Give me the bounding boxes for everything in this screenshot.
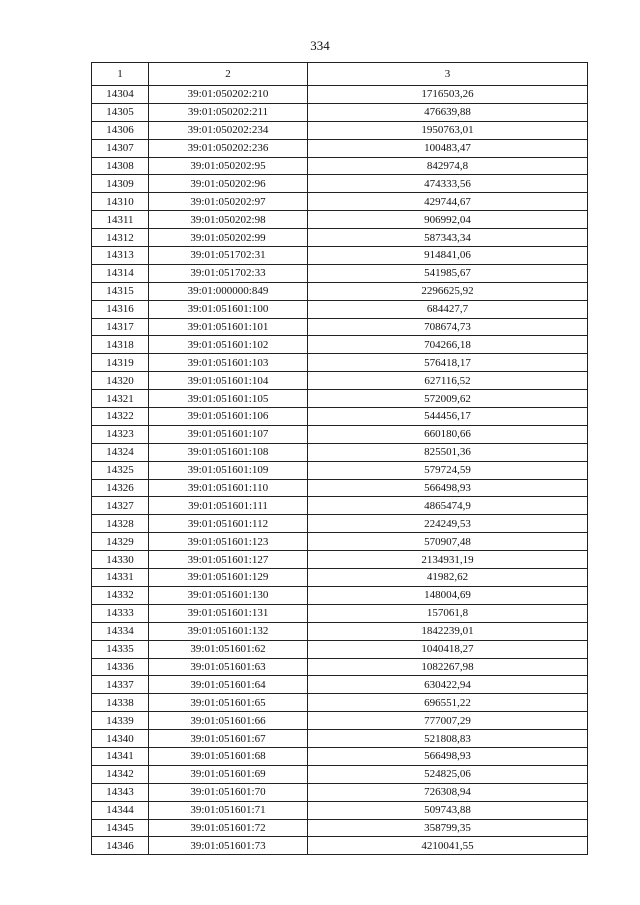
cadastral-value-cell: 157061,8 bbox=[308, 604, 588, 622]
cadastral-value-cell: 521808,83 bbox=[308, 730, 588, 748]
cadastral-number-cell: 39:01:050202:211 bbox=[149, 103, 308, 121]
cadastral-value-cell: 627116,52 bbox=[308, 372, 588, 390]
row-number-cell: 14327 bbox=[92, 497, 149, 515]
table-row bbox=[92, 747, 588, 765]
cadastral-number-cell: 39:01:050202:97 bbox=[149, 193, 308, 211]
cadastral-number-cell: 39:01:051601:123 bbox=[149, 533, 308, 551]
cadastral-value-cell: 842974,8 bbox=[308, 157, 588, 175]
cadastral-value-cell: 41982,62 bbox=[308, 569, 588, 587]
row-number-cell: 14304 bbox=[92, 86, 149, 104]
cadastral-value-cell: 630422,94 bbox=[308, 676, 588, 694]
table-row bbox=[92, 86, 588, 104]
table-row bbox=[92, 801, 588, 819]
row-number-cell: 14311 bbox=[92, 211, 149, 229]
cadastral-number-cell: 39:01:051601:105 bbox=[149, 390, 308, 408]
table-header bbox=[92, 63, 588, 86]
cadastral-number-cell: 39:01:051601:71 bbox=[149, 801, 308, 819]
table-row bbox=[92, 569, 588, 587]
table-row bbox=[92, 533, 588, 551]
row-number-cell: 14323 bbox=[92, 425, 149, 443]
table-row bbox=[92, 264, 588, 282]
cadastral-number-cell: 39:01:051702:31 bbox=[149, 247, 308, 265]
cadastral-number-cell: 39:01:050202:236 bbox=[149, 139, 308, 157]
row-number-cell: 14321 bbox=[92, 390, 149, 408]
table-row bbox=[92, 658, 588, 676]
cadastral-value-cell: 906992,04 bbox=[308, 211, 588, 229]
table-row bbox=[92, 390, 588, 408]
cadastral-value-cell: 2134931,19 bbox=[308, 551, 588, 569]
cadastral-value-cell: 1040418,27 bbox=[308, 640, 588, 658]
row-number-cell: 14309 bbox=[92, 175, 149, 193]
cadastral-number-cell: 39:01:051601:65 bbox=[149, 694, 308, 712]
column-header-2: 2 bbox=[149, 63, 308, 86]
row-number-cell: 14322 bbox=[92, 408, 149, 426]
row-number-cell: 14326 bbox=[92, 479, 149, 497]
cadastral-number-cell: 39:01:051601:66 bbox=[149, 712, 308, 730]
cadastral-number-cell: 39:01:051601:100 bbox=[149, 300, 308, 318]
cadastral-number-cell: 39:01:051601:129 bbox=[149, 569, 308, 587]
table-row bbox=[92, 712, 588, 730]
row-number-cell: 14342 bbox=[92, 765, 149, 783]
table-body bbox=[92, 86, 588, 855]
row-number-cell: 14325 bbox=[92, 461, 149, 479]
cadastral-value-cell: 358799,35 bbox=[308, 819, 588, 837]
row-number-cell: 14310 bbox=[92, 193, 149, 211]
row-number-cell: 14332 bbox=[92, 586, 149, 604]
row-number-cell: 14334 bbox=[92, 622, 149, 640]
cadastral-number-cell: 39:01:051601:127 bbox=[149, 551, 308, 569]
row-number-cell: 14308 bbox=[92, 157, 149, 175]
table-row bbox=[92, 443, 588, 461]
cadastral-value-cell: 704266,18 bbox=[308, 336, 588, 354]
table-row bbox=[92, 103, 588, 121]
table-row bbox=[92, 819, 588, 837]
table-row bbox=[92, 694, 588, 712]
cadastral-value-cell: 566498,93 bbox=[308, 479, 588, 497]
row-number-cell: 14320 bbox=[92, 372, 149, 390]
cadastral-number-cell: 39:01:051601:73 bbox=[149, 837, 308, 855]
row-number-cell: 14306 bbox=[92, 121, 149, 139]
cadastral-value-cell: 708674,73 bbox=[308, 318, 588, 336]
row-number-cell: 14333 bbox=[92, 604, 149, 622]
cadastral-value-cell: 1950763,01 bbox=[308, 121, 588, 139]
cadastral-value-cell: 224249,53 bbox=[308, 515, 588, 533]
cadastral-number-cell: 39:01:050202:95 bbox=[149, 157, 308, 175]
table-row bbox=[92, 211, 588, 229]
cadastral-number-cell: 39:01:051601:108 bbox=[149, 443, 308, 461]
cadastral-value-cell: 476639,88 bbox=[308, 103, 588, 121]
cadastral-value-cell: 4865474,9 bbox=[308, 497, 588, 515]
cadastral-number-cell: 39:01:050202:210 bbox=[149, 86, 308, 104]
table-row bbox=[92, 497, 588, 515]
cadastral-number-cell: 39:01:051601:102 bbox=[149, 336, 308, 354]
cadastral-value-cell: 579724,59 bbox=[308, 461, 588, 479]
row-number-cell: 14329 bbox=[92, 533, 149, 551]
row-number-cell: 14312 bbox=[92, 229, 149, 247]
row-number-cell: 14319 bbox=[92, 354, 149, 372]
table-row bbox=[92, 139, 588, 157]
cadastral-number-cell: 39:01:051601:72 bbox=[149, 819, 308, 837]
cadastral-number-cell: 39:01:051601:132 bbox=[149, 622, 308, 640]
table-row bbox=[92, 247, 588, 265]
row-number-cell: 14337 bbox=[92, 676, 149, 694]
table-row bbox=[92, 783, 588, 801]
cadastral-value-table bbox=[91, 62, 588, 855]
cadastral-number-cell: 39:01:051601:62 bbox=[149, 640, 308, 658]
cadastral-number-cell: 39:01:051601:67 bbox=[149, 730, 308, 748]
cadastral-value-cell: 524825,06 bbox=[308, 765, 588, 783]
table-row bbox=[92, 408, 588, 426]
cadastral-value-cell: 660180,66 bbox=[308, 425, 588, 443]
row-number-cell: 14318 bbox=[92, 336, 149, 354]
cadastral-value-cell: 914841,06 bbox=[308, 247, 588, 265]
cadastral-value-cell: 1716503,26 bbox=[308, 86, 588, 104]
cadastral-number-cell: 39:01:000000:849 bbox=[149, 282, 308, 300]
row-number-cell: 14344 bbox=[92, 801, 149, 819]
table-row bbox=[92, 765, 588, 783]
cadastral-value-cell: 587343,34 bbox=[308, 229, 588, 247]
cadastral-number-cell: 39:01:051702:33 bbox=[149, 264, 308, 282]
row-number-cell: 14336 bbox=[92, 658, 149, 676]
row-number-cell: 14324 bbox=[92, 443, 149, 461]
cadastral-number-cell: 39:01:051601:68 bbox=[149, 747, 308, 765]
cadastral-value-cell: 576418,17 bbox=[308, 354, 588, 372]
table-row bbox=[92, 157, 588, 175]
table-row bbox=[92, 604, 588, 622]
cadastral-value-cell: 572009,62 bbox=[308, 390, 588, 408]
row-number-cell: 14305 bbox=[92, 103, 149, 121]
cadastral-number-cell: 39:01:050202:99 bbox=[149, 229, 308, 247]
cadastral-value-cell: 566498,93 bbox=[308, 747, 588, 765]
row-number-cell: 14345 bbox=[92, 819, 149, 837]
row-number-cell: 14315 bbox=[92, 282, 149, 300]
table-row bbox=[92, 676, 588, 694]
cadastral-value-cell: 570907,48 bbox=[308, 533, 588, 551]
cadastral-value-cell: 429744,67 bbox=[308, 193, 588, 211]
table-row bbox=[92, 336, 588, 354]
row-number-cell: 14328 bbox=[92, 515, 149, 533]
cadastral-value-cell: 4210041,55 bbox=[308, 837, 588, 855]
row-number-cell: 14343 bbox=[92, 783, 149, 801]
cadastral-number-cell: 39:01:051601:104 bbox=[149, 372, 308, 390]
cadastral-value-cell: 696551,22 bbox=[308, 694, 588, 712]
row-number-cell: 14346 bbox=[92, 837, 149, 855]
cadastral-value-cell: 148004,69 bbox=[308, 586, 588, 604]
cadastral-number-cell: 39:01:050202:98 bbox=[149, 211, 308, 229]
table-row bbox=[92, 372, 588, 390]
row-number-cell: 14317 bbox=[92, 318, 149, 336]
column-header-1: 1 bbox=[92, 63, 149, 86]
cadastral-number-cell: 39:01:051601:112 bbox=[149, 515, 308, 533]
table-row bbox=[92, 175, 588, 193]
cadastral-value-cell: 825501,36 bbox=[308, 443, 588, 461]
table-row bbox=[92, 586, 588, 604]
table-row bbox=[92, 193, 588, 211]
cadastral-value-cell: 684427,7 bbox=[308, 300, 588, 318]
cadastral-number-cell: 39:01:051601:130 bbox=[149, 586, 308, 604]
cadastral-value-cell: 1082267,98 bbox=[308, 658, 588, 676]
row-number-cell: 14335 bbox=[92, 640, 149, 658]
cadastral-number-cell: 39:01:051601:111 bbox=[149, 497, 308, 515]
cadastral-number-cell: 39:01:051601:109 bbox=[149, 461, 308, 479]
table-row bbox=[92, 461, 588, 479]
row-number-cell: 14331 bbox=[92, 569, 149, 587]
row-number-cell: 14316 bbox=[92, 300, 149, 318]
row-number-cell: 14338 bbox=[92, 694, 149, 712]
cadastral-number-cell: 39:01:051601:70 bbox=[149, 783, 308, 801]
cadastral-number-cell: 39:01:051601:110 bbox=[149, 479, 308, 497]
row-number-cell: 14307 bbox=[92, 139, 149, 157]
cadastral-number-cell: 39:01:051601:106 bbox=[149, 408, 308, 426]
row-number-cell: 14330 bbox=[92, 551, 149, 569]
cadastral-number-cell: 39:01:051601:103 bbox=[149, 354, 308, 372]
cadastral-number-cell: 39:01:051601:63 bbox=[149, 658, 308, 676]
cadastral-value-cell: 509743,88 bbox=[308, 801, 588, 819]
row-number-cell: 14339 bbox=[92, 712, 149, 730]
cadastral-number-cell: 39:01:051601:69 bbox=[149, 765, 308, 783]
cadastral-number-cell: 39:01:050202:234 bbox=[149, 121, 308, 139]
table-row bbox=[92, 479, 588, 497]
table-row bbox=[92, 640, 588, 658]
table-row bbox=[92, 730, 588, 748]
cadastral-value-cell: 777007,29 bbox=[308, 712, 588, 730]
cadastral-value-cell: 100483,47 bbox=[308, 139, 588, 157]
cadastral-number-cell: 39:01:051601:131 bbox=[149, 604, 308, 622]
row-number-cell: 14313 bbox=[92, 247, 149, 265]
table-row bbox=[92, 515, 588, 533]
cadastral-number-cell: 39:01:051601:101 bbox=[149, 318, 308, 336]
cadastral-number-cell: 39:01:051601:107 bbox=[149, 425, 308, 443]
table-row bbox=[92, 622, 588, 640]
table-row bbox=[92, 425, 588, 443]
table-row bbox=[92, 121, 588, 139]
header-row bbox=[92, 63, 588, 86]
cadastral-value-cell: 544456,17 bbox=[308, 408, 588, 426]
cadastral-value-cell: 726308,94 bbox=[308, 783, 588, 801]
page-number: 334 bbox=[310, 38, 330, 53]
table-row bbox=[92, 318, 588, 336]
row-number-cell: 14314 bbox=[92, 264, 149, 282]
cadastral-number-cell: 39:01:051601:64 bbox=[149, 676, 308, 694]
table-row bbox=[92, 354, 588, 372]
cadastral-value-cell: 2296625,92 bbox=[308, 282, 588, 300]
cadastral-value-cell: 474333,56 bbox=[308, 175, 588, 193]
table-row bbox=[92, 837, 588, 855]
cadastral-value-cell: 1842239,01 bbox=[308, 622, 588, 640]
cadastral-value-cell: 541985,67 bbox=[308, 264, 588, 282]
row-number-cell: 14340 bbox=[92, 730, 149, 748]
column-header-3: 3 bbox=[308, 63, 588, 86]
cadastral-number-cell: 39:01:050202:96 bbox=[149, 175, 308, 193]
table-row bbox=[92, 282, 588, 300]
table-row bbox=[92, 551, 588, 569]
row-number-cell: 14341 bbox=[92, 747, 149, 765]
table-row bbox=[92, 229, 588, 247]
table-row bbox=[92, 300, 588, 318]
